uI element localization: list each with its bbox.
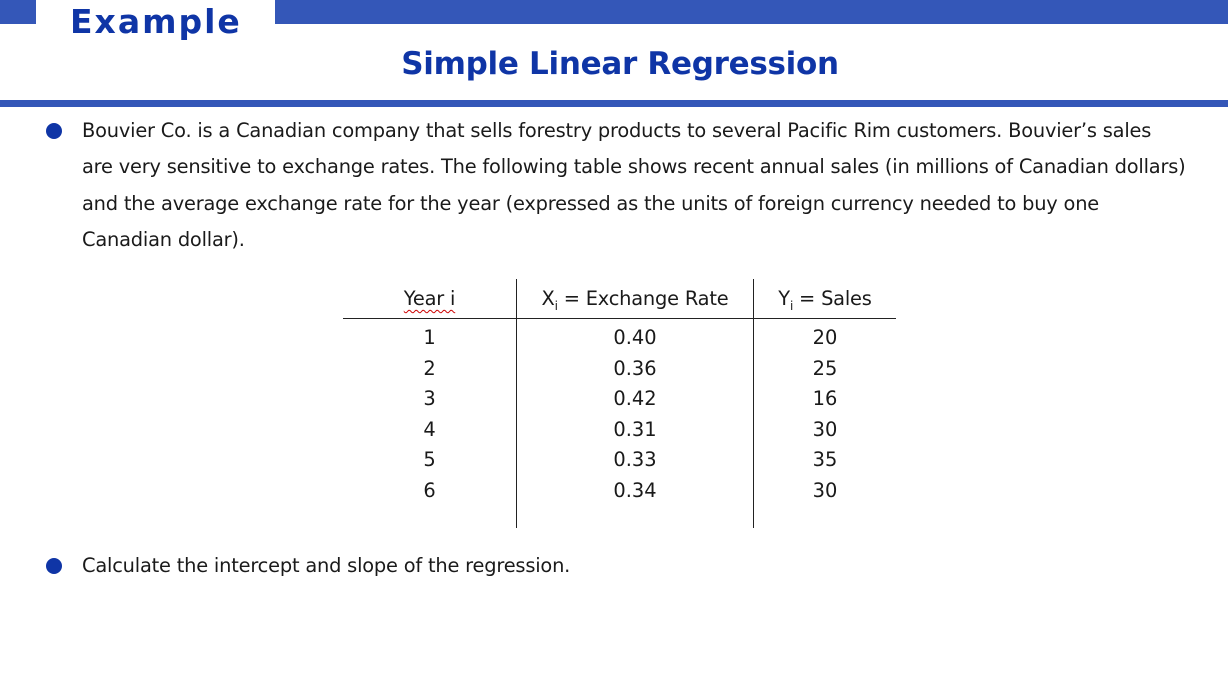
table-cell-sales: 20 (812, 326, 838, 349)
intro-paragraph: Bouvier Co. is a Canadian company that sells forestry products to several Pacific Rim customers. Bouvier’s sales are very sensitive to exchange rates. The following table shows recent annual sales (in millions of Canadian dollars) and the average exchange rate for the year (expressed as the units of foreign currency needed to buy one Canadian dollar). (82, 119, 1186, 251)
header-bar-right (275, 0, 1228, 24)
table-cell-sales: 35 (812, 448, 838, 472)
table-cell-sales: 25 (812, 356, 838, 380)
column-header-year-label: Year i (403, 287, 456, 310)
task-paragraph: Calculate the intercept and slope of the regression. (82, 554, 571, 577)
table-cell-rate: 0.42 (613, 387, 657, 411)
table-cell-sales: 30 (812, 417, 838, 441)
table-column-divider (516, 279, 517, 528)
y-subscript: i (789, 298, 794, 313)
table-cell-sales: 30 (812, 478, 838, 502)
slide-title: Simple Linear Regression (401, 46, 839, 82)
bullet-icon (46, 558, 62, 574)
sales-column (754, 323, 896, 507)
table-cell-rate: 0.40 (613, 326, 657, 349)
y-variable: Y (778, 287, 790, 310)
column-header-exchange-rate (517, 285, 753, 313)
title-divider (0, 100, 1228, 107)
table-cell-year: 1 (423, 326, 436, 349)
table-header-rule (343, 318, 896, 319)
x-subscript: i (554, 298, 558, 313)
table-cell-year: 5 (423, 448, 436, 472)
table-cell-rate: 0.34 (613, 478, 657, 502)
table-cell-rate: 0.36 (613, 356, 657, 380)
table-cell-rate: 0.33 (613, 448, 657, 472)
column-header-sales (754, 285, 896, 313)
table-cell-year: 3 (423, 387, 436, 411)
table-cell-sales: 16 (812, 387, 838, 411)
data-table (343, 279, 896, 528)
x-header-label: = Exchange Rate (557, 287, 729, 310)
header-bar-left (0, 0, 36, 24)
table-cell-year: 6 (423, 478, 436, 502)
y-header-label: = Sales (793, 287, 872, 310)
table-cell-year: 4 (423, 417, 436, 441)
bullet-icon (46, 123, 62, 139)
exchange-rate-column (549, 323, 721, 507)
column-header-year (343, 285, 516, 313)
table-cell-year: 2 (423, 356, 436, 380)
x-variable: X (541, 287, 555, 310)
year-column (343, 323, 516, 507)
section-label: Example (70, 2, 242, 41)
table-cell-rate: 0.31 (613, 417, 657, 441)
